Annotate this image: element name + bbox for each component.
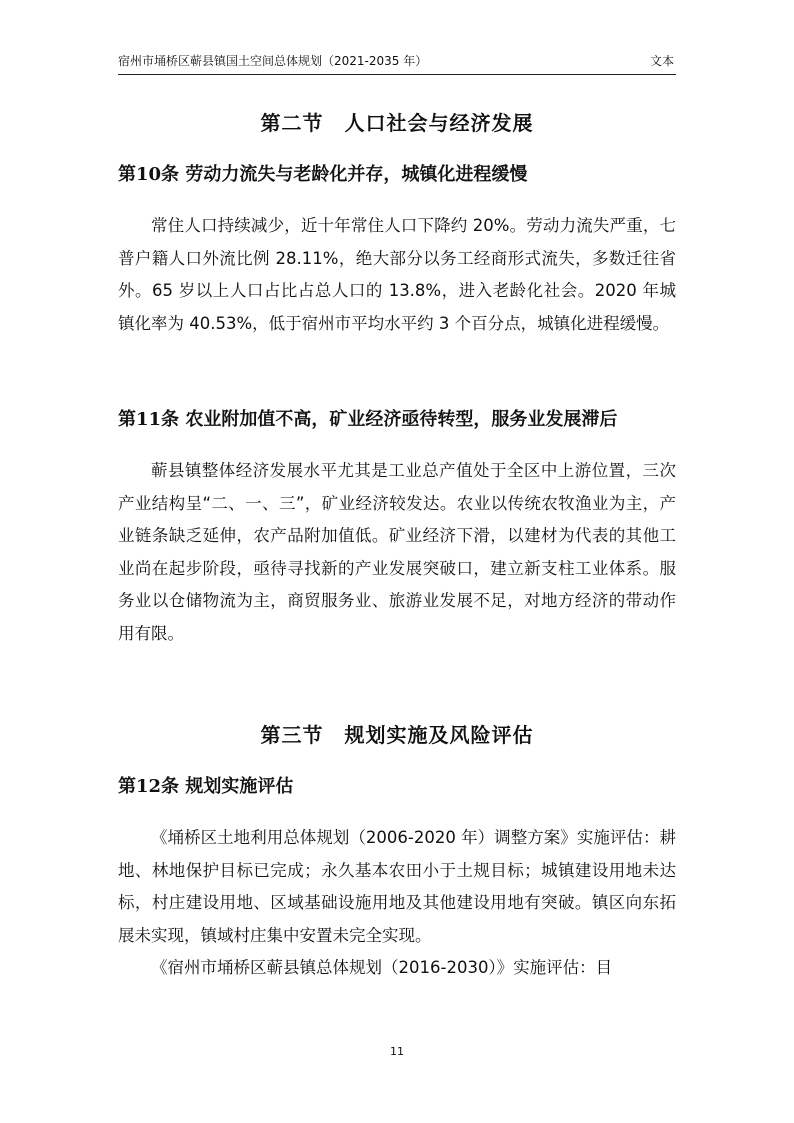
article-10-paragraph: 常住人口持续减少，近十年常住人口下降约 20%。劳动力流失严重，七普户籍人口外流比例 28.11%，绝大部分以务工经商形式流失，多数迁往省外。65 岁以上人口占比占总人口的 13.8%，进入老龄化社会。2020 年城镇化率为 40.53%，低于宿州市平均水平约 3 个百分点，城镇化进程缓慢。 xyxy=(118,216,676,333)
article-title-10: 第10条 劳动力流失与老龄化并存，城镇化进程缓慢 xyxy=(118,164,528,185)
page-number: 11 xyxy=(390,1045,404,1058)
article-12-paragraph-2: 《宿州市埇桥区蕲县镇总体规划（2016-2030）》实施评估：目 xyxy=(151,958,613,977)
article-11-paragraph: 蕲县镇整体经济发展水平尤其是工业总产值处于全区中上游位置，三次产业结构呈“二、一、三”，矿业经济较发达。农业以传统农牧渔业为主，产业链条缺乏延伸，农产品附加值低。矿业经济下滑，以建材为代表的其他工业尚在起步阶段，亟待寻找新的产业发展突破口，建立新支柱工业体系。服务业以仓储物流为主，商贸服务业、旅游业发展不足，对地方经济的带动作用有限。 xyxy=(118,461,676,643)
article-title-11: 第11条 农业附加值不高，矿业经济亟待转型，服务业发展滞后 xyxy=(118,409,618,430)
header-document-type: 文本 xyxy=(649,54,674,68)
header-document-title: 宿州市埇桥区蕲县镇国土空间总体规划（2021-2035 年） xyxy=(118,54,428,68)
section-title-3: 第三节 规划实施及风险评估 xyxy=(260,723,534,747)
article-12-paragraph-1: 《埇桥区土地利用总体规划（2006-2020 年）调整方案》实施评估：耕地、林地保护目标已完成；永久基本农田小于土规目标；城镇建设用地未达标，村庄建设用地、区域基础设施用地及其他建设用地有突破。镇区向东拓展未实现，镇域村庄集中安置未完全实现。 xyxy=(118,828,676,945)
page-header xyxy=(118,52,676,75)
section-title-2: 第二节 人口社会与经济发展 xyxy=(260,111,534,135)
article-title-12: 第12条 规划实施评估 xyxy=(118,776,294,797)
